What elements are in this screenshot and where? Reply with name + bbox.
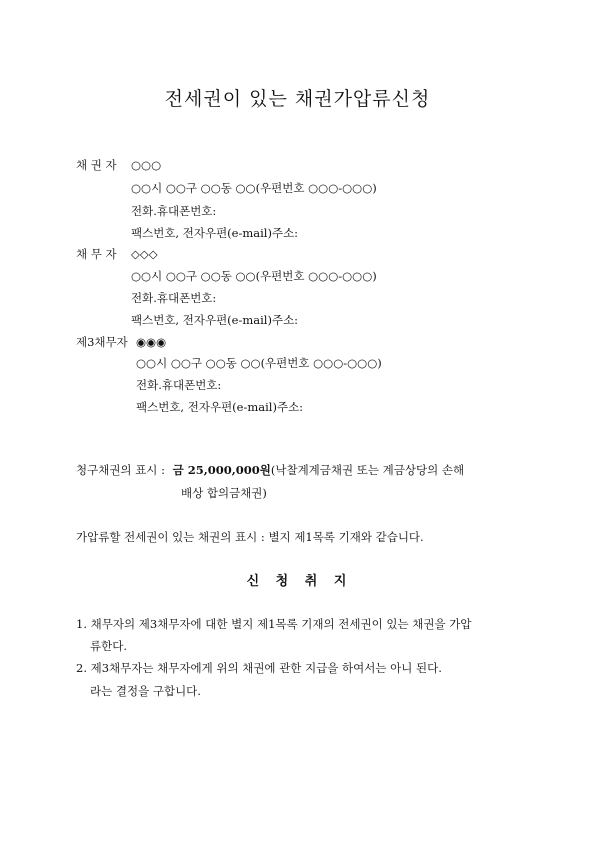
- seizure-claim-statement: 가압류할 전세권이 있는 채권의 표시 : 별지 제1목록 기재와 같습니다.: [76, 530, 424, 544]
- creditor-row: [76, 157, 161, 173]
- creditor-name: ○○○: [131, 158, 162, 172]
- debtor-address: ○○시 ○○구 ○○동 ○○(우편번호 ○○○-○○○): [131, 269, 377, 283]
- third-debtor-row: [76, 334, 166, 350]
- debtor-row: [76, 246, 158, 262]
- document-title: 전세권이 있는 채권가압류신청: [164, 88, 431, 110]
- third-debtor-fax-email: 팩스번호, 전자우편(e-mail)주소:: [136, 400, 304, 414]
- creditor-label: 채 권 자: [76, 158, 117, 172]
- third-debtor-address: ○○시 ○○구 ○○동 ○○(우편번호 ○○○-○○○): [136, 356, 382, 370]
- third-debtor-name: ◉◉◉: [136, 335, 167, 349]
- debtor-fax-email: 팩스번호, 전자우편(e-mail)주소:: [131, 313, 299, 327]
- third-debtor-phone: 전화.휴대폰번호:: [136, 378, 222, 392]
- third-debtor-label: 제3채무자: [76, 335, 128, 349]
- purpose-heading: 신 청 취 지: [246, 574, 349, 589]
- creditor-address: ○○시 ○○구 ○○동 ○○(우편번호 ○○○-○○○): [131, 181, 377, 195]
- claim-label: 청구채권의 표시 :: [76, 463, 165, 477]
- claim-amount: 금 25,000,000원: [172, 463, 271, 477]
- purpose-item-2: 2. 제3채무자는 채무자에게 위의 채권에 관한 지급을 하여서는 아니 된다.: [76, 661, 442, 675]
- closing-statement: 라는 결정을 구합니다.: [90, 684, 201, 698]
- claim-description-continued: 배상 합의금채권): [181, 486, 267, 500]
- claim-row: [76, 462, 464, 478]
- debtor-label: 채 무 자: [76, 247, 117, 261]
- debtor-phone: 전화.휴대폰번호:: [131, 291, 217, 305]
- creditor-phone: 전화.휴대폰번호:: [131, 204, 217, 218]
- debtor-name: ◇◇◇: [131, 247, 158, 261]
- purpose-item-1-continued: 류한다.: [90, 639, 127, 653]
- claim-description: (낙찰계계금채권 또는 계금상당의 손해: [270, 463, 465, 477]
- purpose-item-1: 1. 채무자의 제3채무자에 대한 별지 제1목록 기재의 전세권이 있는 채권을 가압: [76, 617, 472, 631]
- creditor-fax-email: 팩스번호, 전자우편(e-mail)주소:: [131, 226, 299, 240]
